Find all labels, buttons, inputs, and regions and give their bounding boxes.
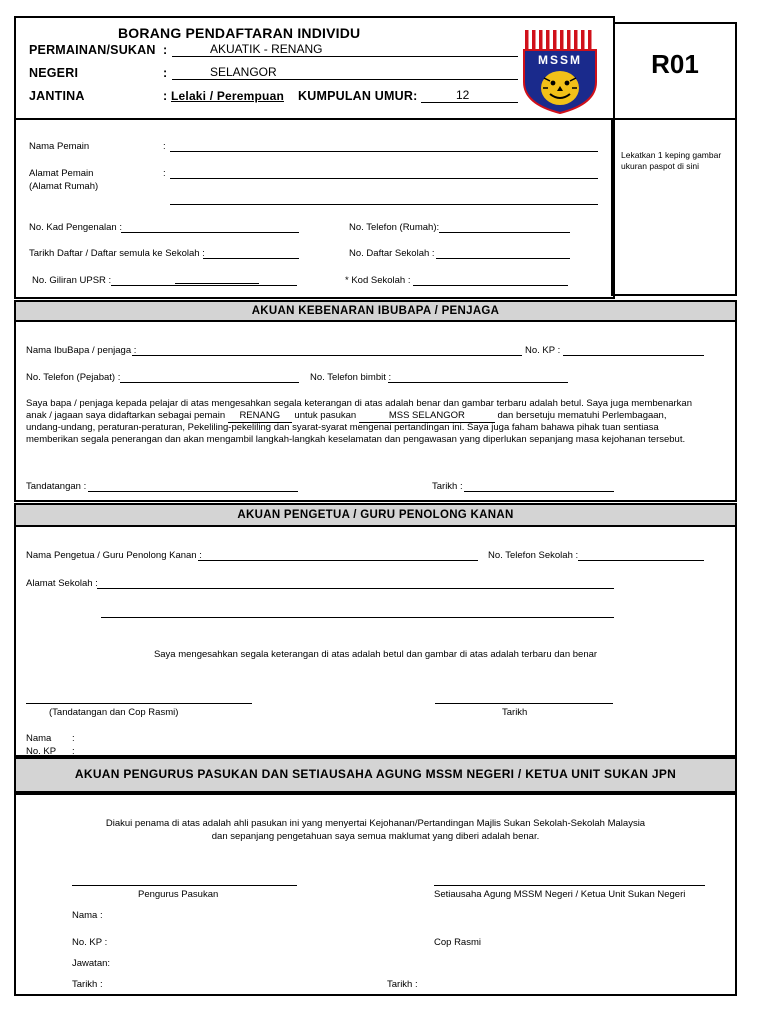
team-manager-signature-line[interactable] xyxy=(72,885,297,886)
age-group-label: KUMPULAN UMUR: xyxy=(298,89,418,103)
principal-name-field-colon: : xyxy=(72,733,75,744)
age-group-value[interactable]: 12 xyxy=(456,88,470,102)
svg-text:MSSM: MSSM xyxy=(538,53,582,67)
principal-ic-field-colon: : xyxy=(72,746,75,754)
mssm-logo xyxy=(522,28,598,114)
parent-declaration-2c: dan bersetuju mematuhi Perlembagaan, xyxy=(497,410,667,421)
player-address-label: Alamat Pemain xyxy=(29,168,94,179)
register-date-label: Tarikh Daftar / Daftar semula ke Sekolah : xyxy=(29,248,205,259)
manager-section-header: AKUAN PENGURUS PASUKAN DAN SETIAUSAHA AGUNG MSSM NEGERI / KETUA UNIT SUKAN JPN xyxy=(14,757,737,793)
player-address-field-1[interactable] xyxy=(170,178,598,179)
principal-date-line[interactable] xyxy=(435,703,613,704)
manager-ic-label: No. KP : xyxy=(72,937,108,948)
sport-value[interactable]: AKUATIK - RENANG xyxy=(210,42,323,56)
parent-signature-label: Tandatangan : xyxy=(26,481,87,492)
office-phone-label: No. Telefon (Pejabat) : xyxy=(26,372,121,383)
parent-declaration-2a: anak / jagaan saya didaftarkan sebagai pemain xyxy=(26,410,226,421)
age-group-line xyxy=(421,102,518,103)
principal-section-header: AKUAN PENGETUA / GURU PENOLONG KANAN xyxy=(14,503,737,527)
manager-statement-2: dan sepanjang pengetahuan saya semua maklumat yang diberi adalah benar. xyxy=(211,831,540,842)
state-value[interactable]: SELANGOR xyxy=(210,65,277,79)
school-code-field[interactable] xyxy=(413,285,568,286)
principal-ic-clip xyxy=(26,745,146,754)
photo-note: Lekatkan 1 keping gambar ukuran paspot di sini xyxy=(621,150,722,171)
home-phone-label: No. Telefon (Rumah): xyxy=(349,222,440,233)
parent-name-field[interactable] xyxy=(132,355,522,356)
secretary-label: Setiausaha Agung MSSM Negeri / Ketua Unit Sukan Negeri xyxy=(434,889,686,900)
gender-value[interactable]: Lelaki / Perempuan xyxy=(171,89,284,103)
official-stamp-label: Cop Rasmi xyxy=(434,937,481,948)
register-date-field[interactable] xyxy=(203,258,299,259)
photo-box[interactable] xyxy=(611,118,737,296)
office-phone-field[interactable] xyxy=(120,382,299,383)
manager-statement-1: Diakui penama di atas adalah ahli pasukan ini yang menyertai Kejohanan/Pertandingan Majlis Sukan Sekolah-Sekolah Malaysia xyxy=(105,818,646,829)
ic-field[interactable] xyxy=(121,232,299,233)
parent-date-field[interactable] xyxy=(464,491,614,492)
declared-sport[interactable]: RENANG xyxy=(228,410,292,423)
principal-name-field-label: Nama xyxy=(26,733,52,744)
manager-name-label: Nama : xyxy=(72,910,103,921)
gender-label: JANTINA xyxy=(29,89,85,103)
signature-stamp-label: (Tandatangan dan Cop Rasmi) xyxy=(49,707,179,718)
page-title: BORANG PENDAFTARAN INDIVIDU xyxy=(118,25,361,41)
upsr-field[interactable] xyxy=(111,285,297,286)
parent-ic-label: No. KP : xyxy=(525,345,561,356)
team-manager-label: Pengurus Pasukan xyxy=(138,889,219,900)
principal-signature-line[interactable] xyxy=(26,703,252,704)
secretary-signature-line[interactable] xyxy=(434,885,705,886)
sport-label: PERMAINAN/SUKAN xyxy=(29,43,156,57)
parent-declaration-1: Saya bapa / penjaga kepada pelajar di atas mengesahkan segala keterangan di atas adalah benar dan gambar terbaru adalah betul. Saya juga membenarkan xyxy=(26,398,692,409)
principal-confirmation: Saya mengesahkan segala keterangan di atas adalah betul dan gambar di atas adalah terbaru dan benar xyxy=(153,649,598,660)
parent-name-label: Nama IbuBapa / penjaga : xyxy=(26,345,137,356)
upsr-field-underline xyxy=(175,283,259,284)
sport-line xyxy=(172,56,518,57)
school-reg-label: No. Daftar Sekolah : xyxy=(349,248,435,259)
parent-declaration-3: undang-undang, peraturan-peraturan, Pekeliling-pekeliling dan syarat-syarat mengenai pertandingan ini. Saya juga faham bahawa pihak tuan sentiasa xyxy=(26,422,659,433)
state-line xyxy=(172,79,518,80)
school-code-label: * Kod Sekolah : xyxy=(345,275,411,286)
principal-ic-field-label: No. KP xyxy=(26,746,57,754)
school-phone-label: No. Telefon Sekolah : xyxy=(488,550,579,561)
player-address-colon: : xyxy=(163,168,166,179)
player-address-field-2[interactable] xyxy=(170,204,598,205)
parent-declaration-4: memberikan segala penerangan dan akan mengambil langkah-langkah keselamatan dan pengawasan yang diperlukan sepanjang masa kejohanan tersebut. xyxy=(26,434,686,445)
school-phone-field[interactable] xyxy=(578,560,704,561)
parent-ic-field[interactable] xyxy=(563,355,704,356)
player-name-label: Nama Pemain xyxy=(29,141,90,152)
parent-declaration-2b: untuk pasukan xyxy=(294,410,357,421)
form-code: R01 xyxy=(651,49,699,79)
manager-position-label: Jawatan: xyxy=(72,958,111,969)
parent-section-header: AKUAN KEBENARAN IBUBAPA / PENJAGA xyxy=(14,300,737,322)
manager-date-left-label: Tarikh : xyxy=(72,979,103,990)
player-section-box xyxy=(14,118,615,299)
gender-colon: : xyxy=(163,89,168,103)
declared-team[interactable]: MSS SELANGOR xyxy=(359,410,495,423)
parent-signature-field[interactable] xyxy=(88,491,298,492)
principal-name-label: Nama Pengetua / Guru Penolong Kanan : xyxy=(26,550,202,561)
mobile-label: No. Telefon bimbit : xyxy=(310,372,392,383)
home-phone-field[interactable] xyxy=(439,232,570,233)
parent-date-label: Tarikh : xyxy=(432,481,463,492)
mobile-field[interactable] xyxy=(388,382,568,383)
principal-date-label: Tarikh xyxy=(502,707,528,718)
school-reg-field[interactable] xyxy=(436,258,570,259)
sport-colon: : xyxy=(163,43,168,57)
state-label: NEGERI xyxy=(29,66,79,80)
principal-name-field[interactable] xyxy=(198,560,478,561)
player-name-colon: : xyxy=(163,141,166,152)
ic-label: No. Kad Pengenalan : xyxy=(29,222,122,233)
manager-date-right-label: Tarikh : xyxy=(387,979,418,990)
state-colon: : xyxy=(163,66,168,80)
school-address-field-1[interactable] xyxy=(97,588,614,589)
player-address-sublabel: (Alamat Rumah) xyxy=(29,181,99,192)
player-name-field[interactable] xyxy=(170,151,598,152)
upsr-label: No. Giliran UPSR : xyxy=(32,275,112,286)
school-address-label: Alamat Sekolah : xyxy=(26,578,98,589)
school-address-field-2[interactable] xyxy=(101,617,614,618)
